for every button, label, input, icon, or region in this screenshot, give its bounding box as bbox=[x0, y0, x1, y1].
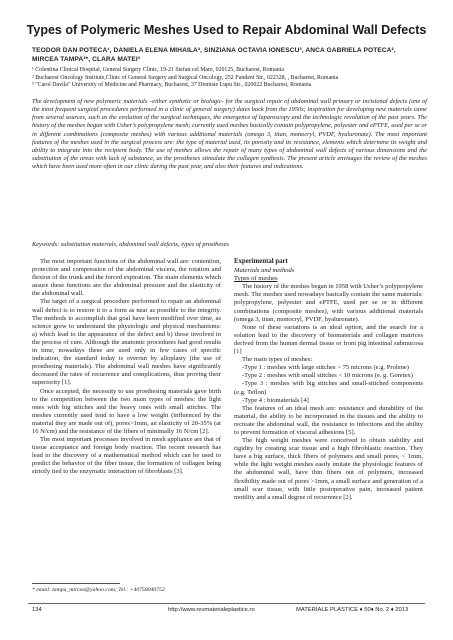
subsection-heading: Types of meshes bbox=[234, 275, 278, 283]
keywords: Keywords: substitution materials, abdominal wall defects, types of prostheses bbox=[32, 241, 229, 248]
journal-issue: MATERIALE PLASTICE ♦ 50♦ No. 2 ♦ 2013 bbox=[296, 607, 409, 613]
paragraph: Once accepted, the necessity to use prosthesing materials gave birth to the competition between the two main types of meshes: the light ones with big stitches and the heavy ones with small stitches. The meshes currently used tend to have a low weight (influenced by the material they are made out of), pores>1mm, an elasticity of 20-35% (at 16 N/cm) and the resistance of the fibers of minimally 16 N/cm [2]. bbox=[32, 387, 221, 435]
affiliation: ¹ Colentina Clinical Hospital, General Surgery Clinic, 19-21 Stefan cel Mare, 020125, Bucharest, Romania bbox=[32, 67, 284, 73]
journal-url: http://www.revmaterialeplastice.ro bbox=[168, 607, 255, 613]
paragraph: The most important processes involved in mesh appliance are that of tissue acceptance and foreign body reaction. The recent research has lead to the discovery of a mathematical method which can be used to predict the behavior of the fiber tissue, the formation of collagen being strictly tied to the enzymatic interaction of fibroblasts [3]. bbox=[32, 436, 221, 476]
subsection-heading: Materials and methods bbox=[234, 267, 295, 275]
footer-rule bbox=[28, 603, 425, 604]
paragraph: -Type 4 : biomaterials [4] bbox=[242, 396, 309, 404]
paragraph: The high weight meshes were conceived to obtain stability and rigidity by creating scar tissue and a high fibroblastic reaction. They have a big surface, thick fibers of polymers and small pores, < 1mm, while the light weight meshes easily imitate the physiologic features of the abdominal wall, have thin fibers out of polymers, increased flexibility made out of pores >1mm, a small surface and generation of a small scar tissue, with little postoperative pain, increased patient motility and a small degree of recurrence [2]. bbox=[234, 437, 423, 501]
paragraph: The most important functions of the abdominal wall are: contention, protection and compression of the abdominal viscera, the rotation and flexion of the trunk and the forced expiration. The main elements which assure these functions are the abdominal pressure and the elasticity of the abdominal wall. bbox=[32, 258, 221, 298]
footnote-rule bbox=[32, 583, 120, 584]
left-column bbox=[32, 258, 221, 477]
affiliations bbox=[32, 67, 432, 90]
right-column bbox=[234, 258, 423, 502]
affiliation: ³ "Carol Davila" University of Medicine and Pharmacy, Bucharest, 37 Dionisie Lupu Str., 020022 Bucharest, Romania bbox=[32, 82, 312, 89]
footnote: * email: tampa_mircea@yahoo.com; Tel.: +40758040752 bbox=[32, 587, 165, 593]
article-title: Types of Polymeric Meshes Used to Repair Abdominal Wall Defects bbox=[26, 23, 427, 37]
paragraph: None of these variations is an ideal option, and the search for a solution lead to the discovery of biomaterials and collagen matrices derived from the human dermal tissue or from pig intestinal submucosa [1] bbox=[234, 323, 423, 356]
paragraph: -Type 2 : meshes with small stitches < 10 microns (e. g. Goretex) bbox=[242, 372, 413, 380]
paragraph: The target of a surgical procedure performed to repair an abdominal wall defect is to restore it to a form as near as possible to the integrity. The methods to accomplish that goal have been modified over time, as science grew to understand the physiologic and physical mechanisms: a) which lead to the appearance of the defect and b) those involved in the process of cure. Although the anatomic procedures had good results in time, nowadays these are used only in few cases of specific indication, the standard today is overrun by alloplasty (the use of prosthesing materials). The abdominal wall meshes have significantly decreased the rates of recurrence and complications, thus proving their superiority [1]. bbox=[32, 298, 221, 387]
paragraph: The features of an ideal mesh are: resistance and durability of the material, the ability to be incorporated in the tissues and the ability to recreate the abdominal wall, the resistance to infections and the ability to prevent formation of visceral adhesions [5]. bbox=[234, 404, 423, 436]
paragraph: -Type 3 : meshes with big stitches and small-stitched components (e.g. Teflon) bbox=[234, 380, 423, 396]
author-list bbox=[32, 47, 432, 64]
paragraph: -Type 1 : meshes with large stitches > 75 microns (e.g. Prolene) bbox=[242, 364, 409, 372]
abstract: The development of new polymeric materials –either synthetic or biologic- for the surgical repair of abdominal wall primary or incisional defects (one of the most frequent surgical procedures performed in a clinic of general surgery) dates back from the 1950s; inspiration for developing new materials came from several sources, such as the evolution of the surgical techniques, the emergence of laparoscopy and the technologic revolution of the past years. The history of the meshes began with Usher’s polypropylene mesh; currently used meshes basically contain polypropylene, polyester and ePTFE, used per se or in different combinations (composite meshes) with various additional materials (omega 3, titan, monocryl, PVDF, hyaluronate). The most important features of the meshes used in the surgical process are: the type of material used, its porosity and its resistance, elements which determine its weight and ability to integrate into the recipient body. The use of meshes allows the repair of many types of abdominal wall defects of various dimensions and the substitution of the areas with lack of substance, as the prostheses stimulate the collagen synthesis. The present article envisages the review of the meshes which have been used more often in our clinic during the past year, and also their features and indications. bbox=[32, 98, 427, 171]
affiliation: ² Bucharest Oncology Institute,Clinic of General Surgery and Surgical Oncology, 252 Fundeni Str., 022328, , Bucharest, Romania bbox=[32, 74, 339, 81]
section-heading: Experimental part bbox=[234, 258, 288, 265]
paragraph: The history of the meshes began in 1958 with Usher’s polypropylene mesh. The meshes used nowadays basically contain the same materials: polypropylene, polyester and ePTFE, used per se or in different combinations (composite meshes), with various additional materials (omega 3, titan, monocryl, PVDF, hyaluronate). bbox=[234, 283, 423, 323]
paragraph: The main types of meshes: bbox=[242, 356, 313, 364]
author-line: TEODOR DAN POTECA¹, DANIELA ELENA MIHAILA², SINZIANA OCTAVIA IONESCU³, ANCA GABRIELA POTECA², bbox=[32, 47, 396, 54]
author-line: MIRCEA TAMPA³*, CLARA MATEI³ bbox=[32, 55, 141, 63]
page-number: 134 bbox=[32, 607, 42, 613]
